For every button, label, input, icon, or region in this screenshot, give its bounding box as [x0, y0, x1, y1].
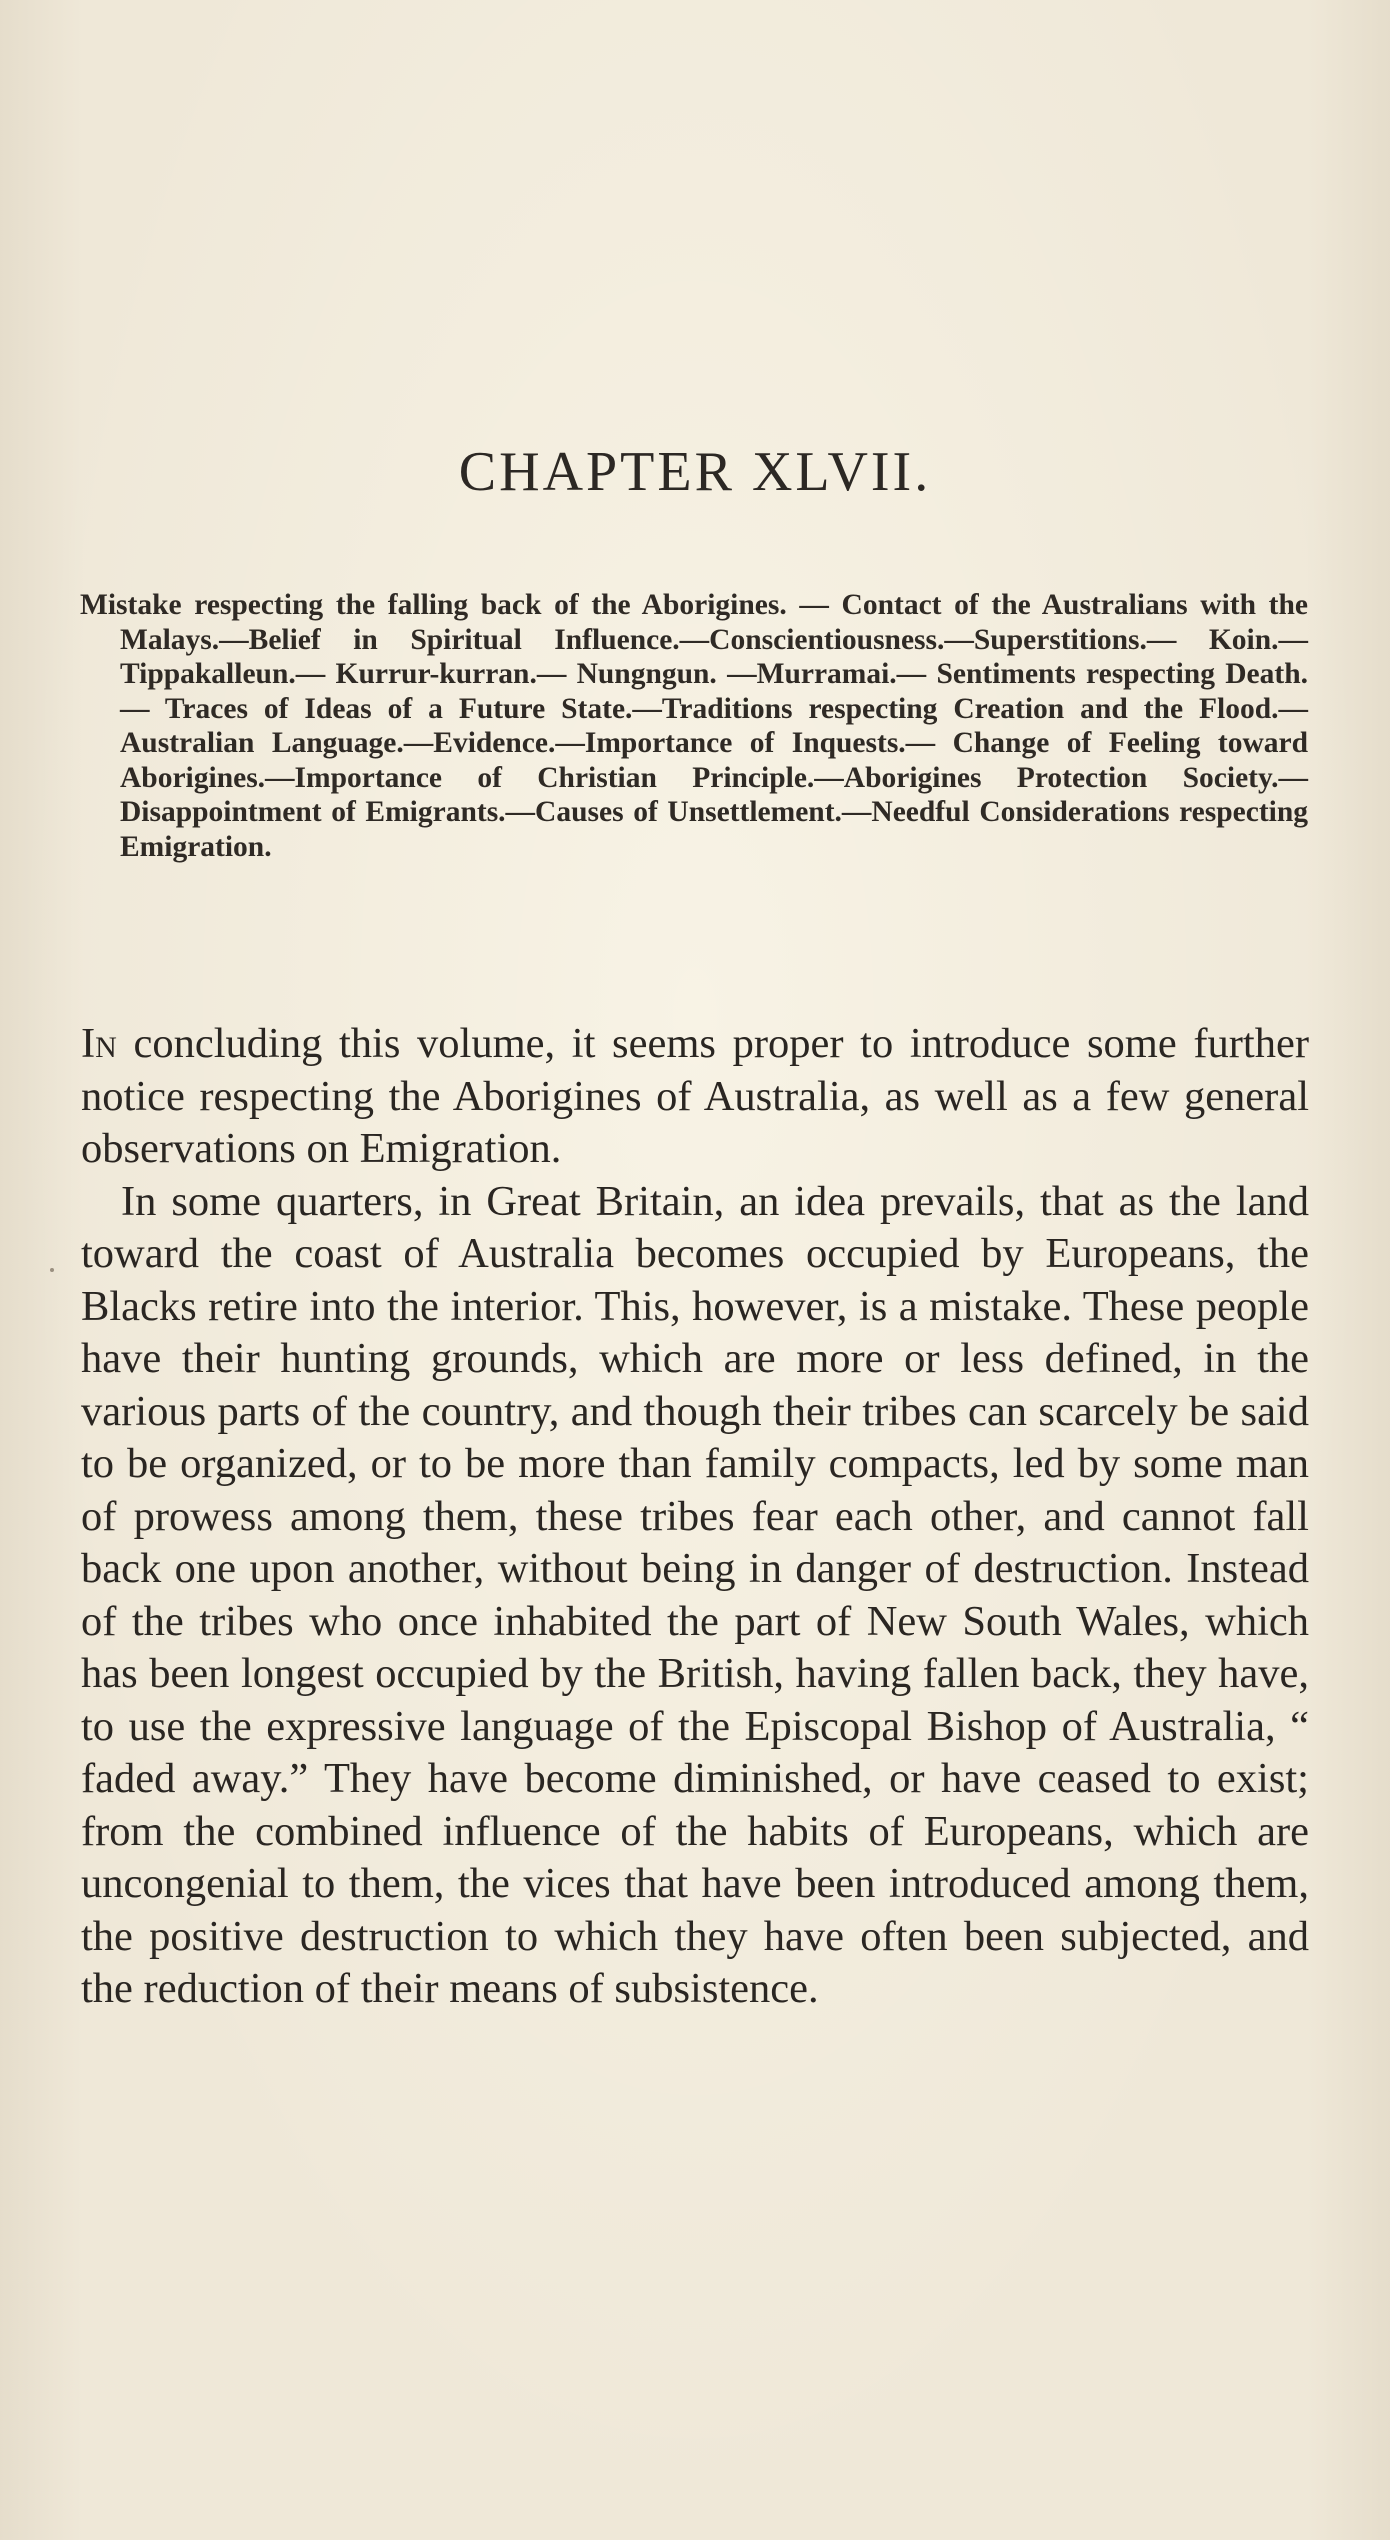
body-text: [81, 1018, 1309, 2016]
opening-word: In: [81, 1020, 117, 1067]
paragraph-2: In some quarters, in Great Britain, an idea prevails, that as the land toward the coast of Australia becomes occupied by Europeans, the Blacks retire into the interior. This, however, is a mistake. These people have their hunting grounds, which are more or less defined, in the various parts of the country, and though their tribes can scarcely be said to be organized, or to be more than family compacts, led by some man of prowess among them, these tribes fear each other, and cannot fall back one upon another, without being in danger of destruction. Instead of the tribes who once inhabited the part of New South Wales, which has been longest occupied by the British, having fallen back, they have, to use the expressive language of the Episcopal Bishop of Australia, “ faded away.” They have become diminished, or have ceased to exist; from the combined influence of the habits of Europeans, which are uncongenial to them, the vices that have been introduced among them, the positive destruction to which they have often been subjected, and the reduction of their means of subsistence.: [81, 1177, 1309, 2012]
paragraph-1: [81, 1018, 1309, 1176]
paragraph-1-text: concluding this volume, it seems proper to introduce some further notice respecting the Aborigines of Australia, as well as a few general observations on Emigration.: [81, 1020, 1309, 1172]
margin-mark: [50, 1268, 54, 1272]
chapter-title: CHAPTER XLVII.: [458, 441, 932, 503]
chapter-summary: Mistake respecting the falling back of the Aborigines. — Contact of the Australians with the Malays.—Belief in Spiritual Influence.—Conscientiousness.—Superstitions.— Koin.—Tippakalleun.— Kurrur-kurran.— Nungngun. —Murramai.— Sentiments respecting Death.— Traces of Ideas of a Future State.—Traditions respecting Creation and the Flood.—Australian Language.—Evidence.—Importance of Inquests.— Change of Feeling toward Aborigines.—Importance of Christian Principle.—Aborigines Protection Society.—Disappointment of Emigrants.—Causes of Unsettlement.—Needful Considerations respecting Emigration.: [80, 589, 1308, 863]
